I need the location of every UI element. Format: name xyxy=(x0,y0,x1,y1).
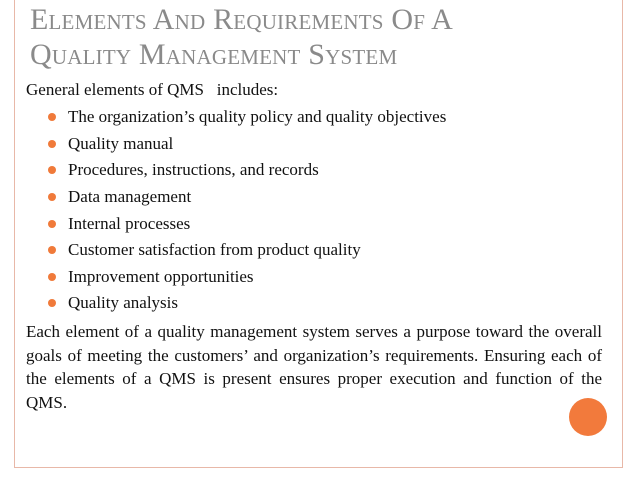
slide-title xyxy=(30,2,610,72)
list-item xyxy=(48,264,446,291)
list-item-label: Data management xyxy=(68,187,192,207)
bullet-icon xyxy=(48,299,56,307)
elements-list xyxy=(48,104,446,317)
decorative-circle-icon xyxy=(569,398,607,436)
bullet-icon xyxy=(48,140,56,148)
list-item-label: Improvement opportunities xyxy=(68,266,254,286)
intro-text: General elements of QMS includes: xyxy=(26,80,279,99)
bullet-icon xyxy=(48,193,56,201)
bullet-icon xyxy=(48,113,56,121)
list-item-label: Customer satisfaction from product quality xyxy=(68,240,361,260)
bullet-icon xyxy=(48,246,56,254)
bullet-icon xyxy=(48,273,56,281)
list-item xyxy=(48,210,446,237)
bullet-icon xyxy=(48,166,56,174)
list-item xyxy=(48,290,446,317)
list-item-label: The organization’s quality policy and quality objectives xyxy=(68,107,447,127)
list-item xyxy=(48,157,446,184)
summary-paragraph: Each element of a quality management system serves a purpose toward the overall goals of meeting the customers’ and organization’s requirements. Ensuring each of the elements of a QMS is present ensures proper execution and function of the QMS. xyxy=(26,322,602,412)
slide-title-line-1: Elements And Requirements Of A xyxy=(30,3,454,36)
slide-title-line-2: Quality Management System xyxy=(30,38,398,71)
list-item-label: Quality analysis xyxy=(68,293,179,313)
list-item-label: Quality manual xyxy=(68,133,174,153)
bullet-icon xyxy=(48,220,56,228)
list-item xyxy=(48,104,446,131)
list-item-label: Procedures, instructions, and records xyxy=(68,160,319,180)
list-item xyxy=(48,131,446,158)
list-item xyxy=(48,237,446,264)
list-item-label: Internal processes xyxy=(68,213,191,233)
list-item xyxy=(48,184,446,211)
